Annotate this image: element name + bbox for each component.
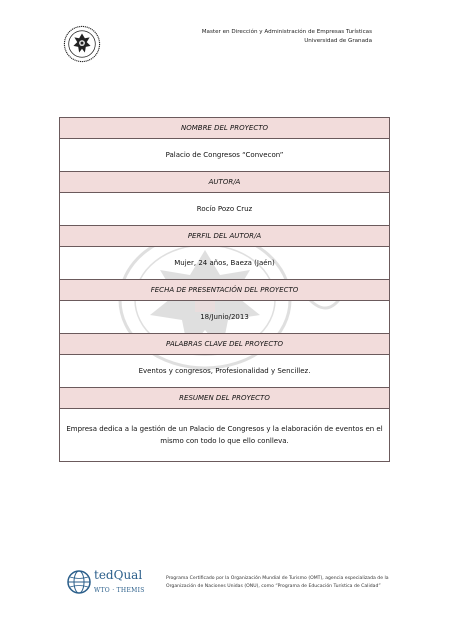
keywords-value: Eventos y congresos, Profesionalidad y Sencillez. xyxy=(60,355,390,388)
tedqual-logo xyxy=(66,567,161,601)
author-label: AUTOR/A xyxy=(60,172,390,193)
author-profile-label: PERFIL DEL AUTOR/A xyxy=(60,226,390,247)
project-form-table xyxy=(59,117,390,462)
keywords-label: PALABRAS CLAVE DEL PROYECTO xyxy=(60,334,390,355)
header-university: Universidad de Granada xyxy=(304,38,372,44)
presentation-date-label: FECHA DE PRESENTACIÓN DEL PROYECTO xyxy=(60,280,390,301)
header xyxy=(202,28,372,46)
tedqual-name: tedQual xyxy=(94,568,143,582)
project-name-value: Palacio de Congresos “Convecon” xyxy=(60,139,390,172)
summary-value: Empresa dedica a la gestión de un Palacio de Congresos y la elaboración de eventos en el mismo con todo lo que ello conlleva. xyxy=(60,409,390,462)
summary-label: RESUMEN DEL PROYECTO xyxy=(60,388,390,409)
tedqual-subtitle: WTO · THEMIS xyxy=(94,587,145,594)
author-profile-value: Mujer, 24 años, Baeza (Jaén) xyxy=(60,247,390,280)
header-program: Master en Dirección y Administración de Empresas Turísticas xyxy=(201,29,372,35)
university-seal-icon xyxy=(63,25,101,63)
footer-certification-note: Programa Certificado por la Organización Mundial de Turismo (OMT), agencia especializada de la Organización de Naciones Unidas (ONU), como “Programa de Educación Turística de Calidad” xyxy=(166,576,389,589)
project-name-label: NOMBRE DEL PROYECTO xyxy=(60,118,390,139)
tedqual-globe-icon xyxy=(66,569,92,595)
presentation-date-value: 18/Junio/2013 xyxy=(60,301,390,334)
author-value: Rocío Pozo Cruz xyxy=(60,193,390,226)
